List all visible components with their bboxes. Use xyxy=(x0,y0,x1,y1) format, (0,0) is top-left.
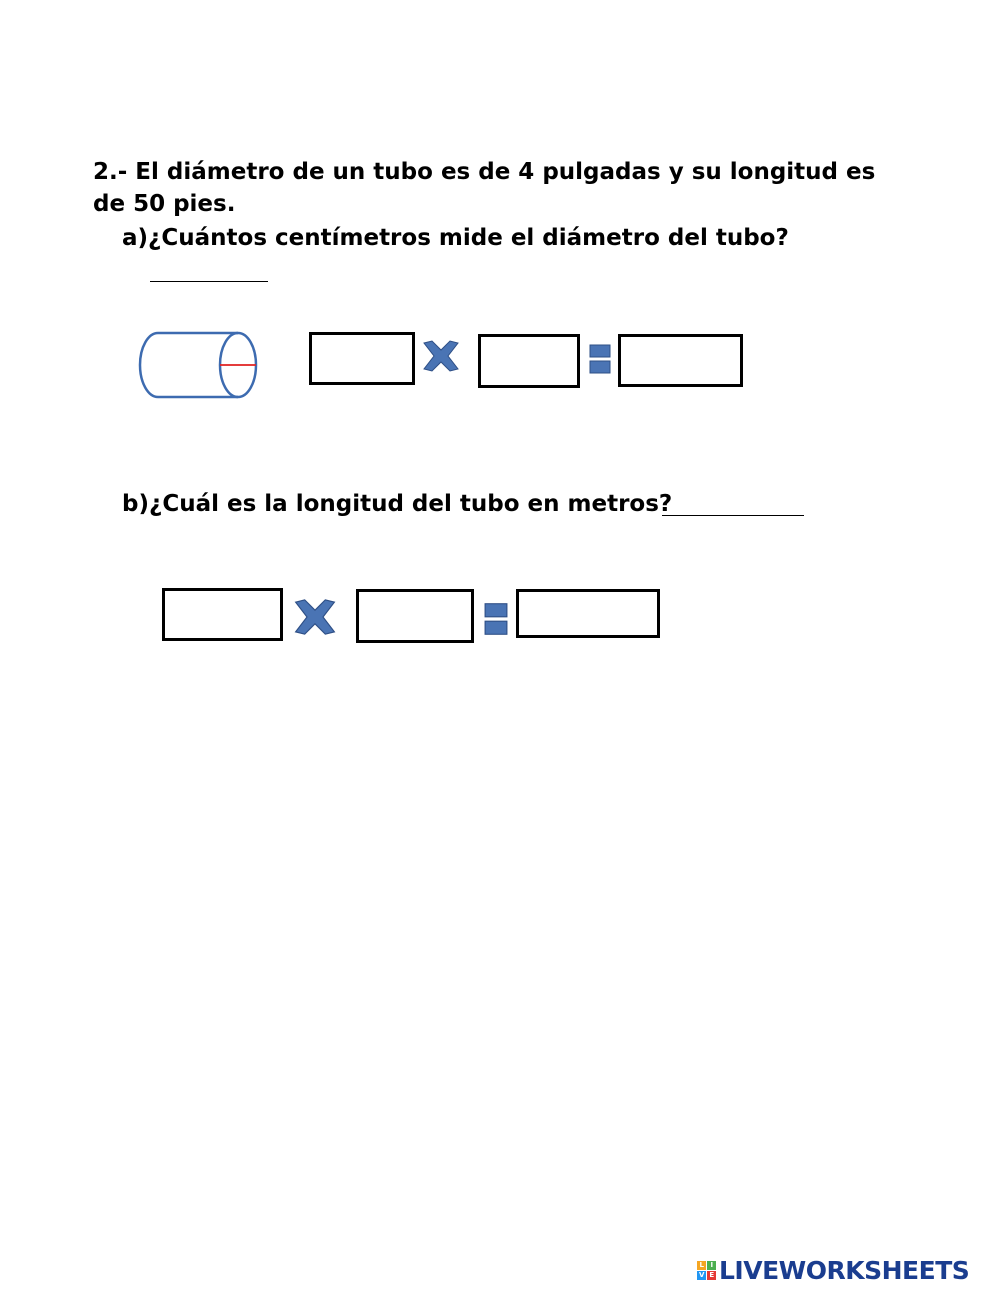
problem-statement: 2.- El diámetro de un tubo es de 4 pulgadas y su longitud es de 50 pies. xyxy=(93,159,876,217)
question-b: b)¿Cuál es la longitud del tubo en metros? xyxy=(122,491,673,517)
logo-mark-letter: V xyxy=(697,1271,706,1280)
answer-box-a3[interactable] xyxy=(618,334,743,387)
logo-mark-letter: L xyxy=(697,1261,706,1270)
answer-box-b1[interactable] xyxy=(162,588,283,641)
cylinder-icon xyxy=(136,330,260,404)
answer-box-b2[interactable] xyxy=(356,589,474,643)
logo-text: LIVEWORKSHEETS xyxy=(719,1255,970,1285)
answer-box-b3[interactable] xyxy=(516,589,660,638)
answer-line-a[interactable] xyxy=(150,281,268,282)
multiply-icon xyxy=(291,597,339,637)
liveworksheets-logo xyxy=(697,1255,969,1285)
answer-box-a1[interactable] xyxy=(309,332,415,385)
answer-line-b[interactable] xyxy=(662,515,804,516)
logo-mark-letter: I xyxy=(707,1261,716,1270)
question-a: a)¿Cuántos centímetros mide el diámetro del tubo? xyxy=(122,225,789,251)
logo-mark-icon xyxy=(697,1261,716,1280)
equals-icon xyxy=(589,344,611,374)
multiply-icon xyxy=(420,339,462,373)
equals-icon xyxy=(484,600,508,638)
answer-box-a2[interactable] xyxy=(478,334,580,388)
logo-mark-letter: E xyxy=(707,1271,716,1280)
